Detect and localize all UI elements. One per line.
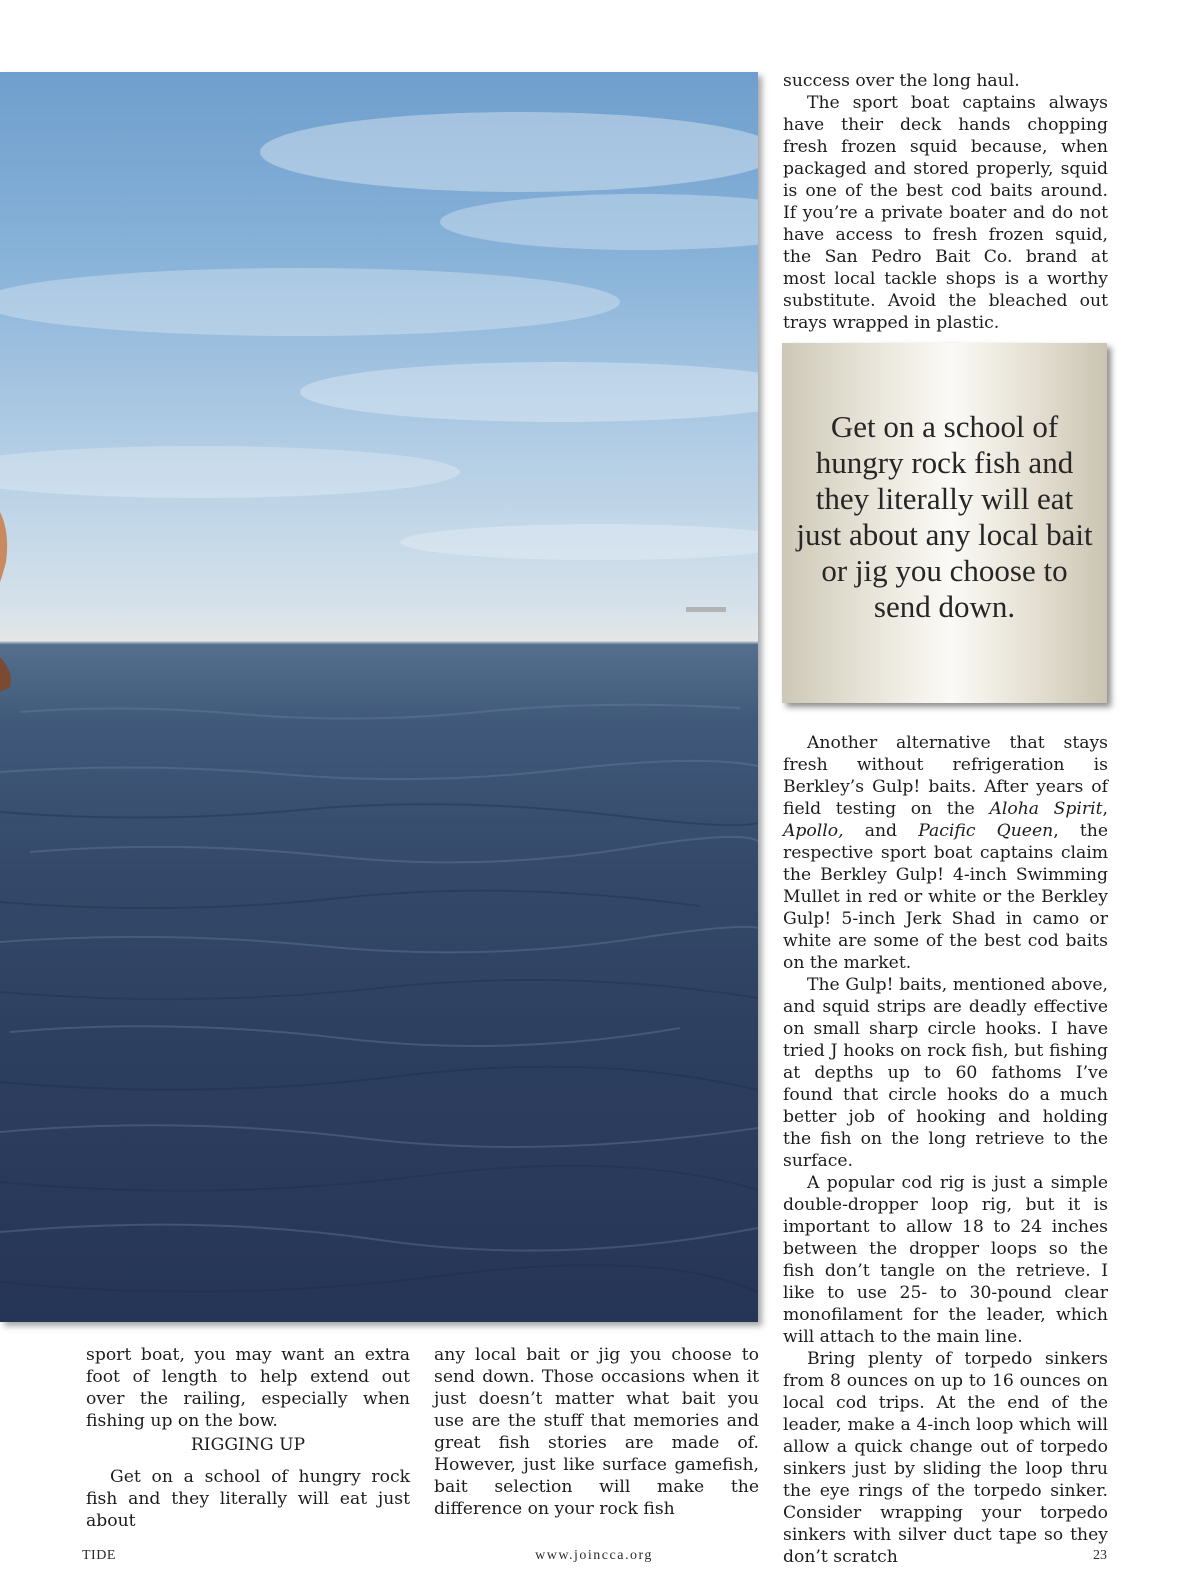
text-run: , the respective sport boat captains claim the Berkley Gulp! 4-inch Swimming Mullet in red or white or the Berkley Gulp! 5-inch Jerk Shad in camo or white are some of the best cod baits on the market. [783, 821, 1109, 973]
paragraph [783, 732, 1108, 974]
boat-name: Pacific Queen [918, 821, 1054, 841]
paragraph: any local bait or jig you choose to send down. Those occasions when it just doesn’t matter what bait you use are the stuff that memories and great fish stories are made of. However, just like surface gamefish, bait selection will make the difference on your rock fish [434, 1345, 759, 1519]
paragraph: The Gulp! baits, mentioned above, and squid strips are deadly effective on small sharp circle hooks. I have tried J hooks on rock fish, but fishing at depths up to 60 fathoms I’ve found that circle hooks do a much better job of hooking and holding the fish on the long retrieve to the surface. [783, 975, 1108, 1171]
section-subhead: RIGGING UP [190, 1435, 306, 1455]
pull-quote-text: Get on a school of hungry rock fish and they literally will eat just about any local bait or jig you choose to send down. [796, 409, 1093, 624]
paragraph: The sport boat captains always have their deck hands chopping fresh frozen squid because, when packaged and stored properly, squid is one of the best cod baits around. If you’re a private boater and do not have access to fresh frozen squid, the San Pedro Bait Co. brand at most local tackle shops is a worthy substitute. Avoid the bleached out trays wrapped in plastic. [783, 93, 1108, 333]
boat-name: Aloha Spirit [989, 799, 1103, 819]
footer-website: www.joincca.org [535, 1548, 653, 1563]
ocean-photo-art [0, 72, 758, 1322]
paragraph: Bring plenty of torpedo sinkers from 8 ounces on up to 16 ounces on local cod trips. At the end of the leader, make a 4-inch loop which will allow a quick change out of torpedo sinkers just by sliding the loop thru the eye rings of the torpedo sinker. Consider wrapping your torpedo sinkers with silver duct tape so they don’t scratch [783, 1349, 1108, 1567]
footer-publication: TIDE [82, 1548, 116, 1563]
text-run: , [1102, 799, 1108, 819]
paragraph: Get on a school of hungry rock fish and they literally will eat just about [86, 1467, 410, 1531]
boat-name: Apollo, [783, 821, 844, 841]
article-column-left [86, 1344, 410, 1532]
article-column-right-top [783, 70, 1108, 334]
article-column-middle [434, 1344, 759, 1520]
paragraph: A popular cod rig is just a simple double-dropper loop rig, but it is important to allow 18 to 24 inches between the dropper loops so the fish don’t tangle on the retrieve. I like to use 25- to 30-pound clear monofilament for the leader, which will attach to the main line. [783, 1173, 1108, 1347]
pull-quote-box [782, 343, 1107, 703]
page-number: 23 [1093, 1548, 1107, 1563]
article-column-right-bottom [783, 732, 1108, 1568]
paragraph: sport boat, you may want an extra foot of length to help extend out over the railing, especially when fishing up on the bow. [86, 1345, 410, 1431]
ocean-photo [0, 72, 758, 1322]
text-run: Another alternative that stays fresh without refrigeration is Berkley’s Gulp! baits. After years of field testing on the [783, 733, 1108, 819]
paragraph: success over the long haul. [783, 71, 1020, 91]
text-run: and [843, 821, 919, 841]
